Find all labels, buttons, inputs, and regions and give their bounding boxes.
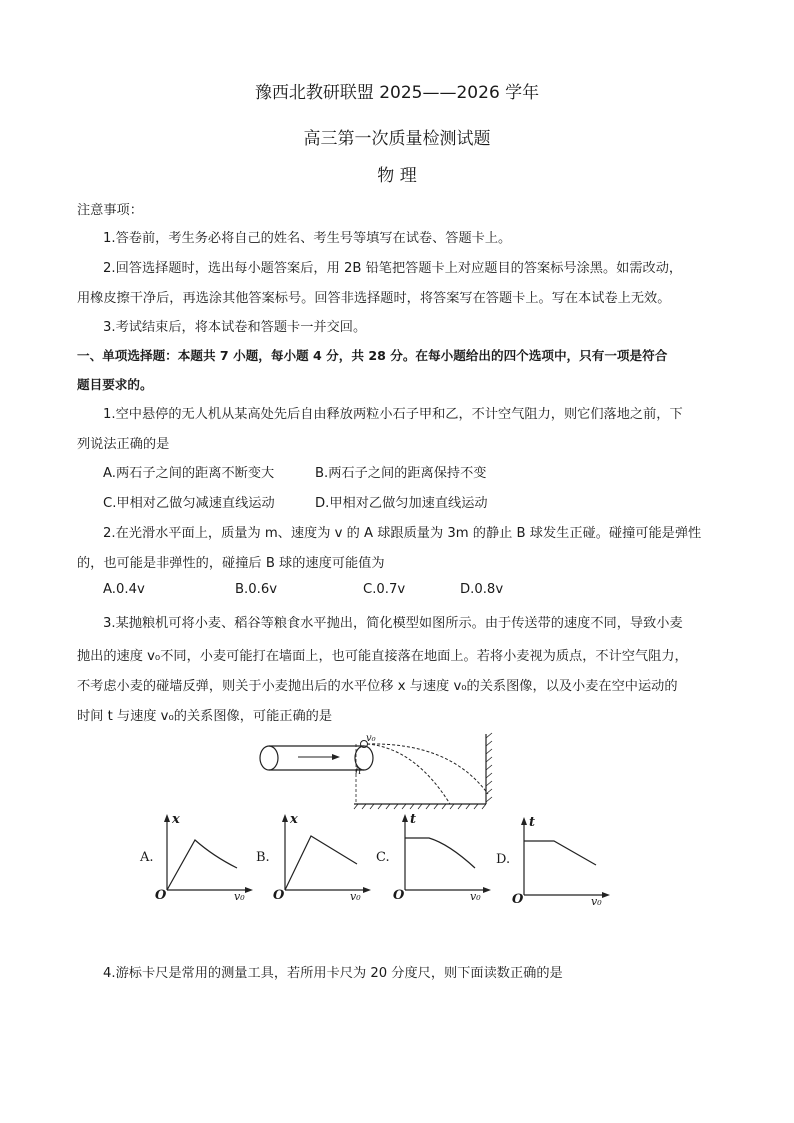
q3-stem-line1: 3.某抛粮机可将小麦、稻谷等粮食水平抛出，简化模型如图所示。由于传送带的速度不同，导致小麦 xyxy=(103,616,683,631)
exam-title-line1: 豫西北教研联盟 2025——2026 学年 xyxy=(254,83,540,103)
q3-stem-line3: 不考虑小麦的碰墙反弹，则关于小麦抛出后的水平位移 x 与速度 v₀的关系图像，以及小麦在空中运动的 xyxy=(77,679,678,694)
q3-graph-a-label: A. xyxy=(140,850,154,865)
belt-direction-arrow-icon xyxy=(298,754,340,760)
q1-stem-line1: 1.空中悬停的无人机从某高处先后自由释放两粒小石子甲和乙，不计空气阻力，则它们落地之前，下 xyxy=(103,407,683,422)
q3-graph-d-origin: O xyxy=(512,892,524,907)
q3-stem-line4: 时间 t 与速度 v₀的关系图像，可能正确的是 xyxy=(77,709,333,724)
notes-item-1: 1.答卷前，考生务必将自己的姓名、考生号等填写在试卷、答题卡上。 xyxy=(103,231,512,246)
q3-graph-c-xaxis: v₀ xyxy=(470,890,481,903)
q1-stem-line2: 列说法正确的是 xyxy=(77,437,170,452)
q3-graph-d-xaxis: v₀ xyxy=(591,895,602,908)
subject-title: 物 理 xyxy=(377,166,417,186)
q3-graph-b-yaxis: x xyxy=(290,812,298,827)
q3-graph-c xyxy=(393,812,493,896)
q2-stem-line2: 的，也可能是非弹性的，碰撞后 B 球的速度可能值为 xyxy=(77,556,385,571)
notes-item-2-line1: 2.回答选择题时，选出每小题答案后，用 2B 铅笔把答题卡上对应题目的答案标号涂黑。如需改动， xyxy=(103,261,683,276)
v0-label: v₀ xyxy=(366,733,376,744)
trajectory-to-wall xyxy=(367,744,488,794)
q4-stem-line1: 4.游标卡尺是常用的测量工具，若所用卡尺为 20 分度尺，则下面读数正确的是 xyxy=(103,966,563,981)
q3-graph-c-curve xyxy=(405,838,475,868)
section1-heading-line1: 一、单项选择题：本题共 7 小题，每小题 4 分，共 28 分。在每小题给出的四个选项中，只有一项是符合 xyxy=(77,348,668,363)
q1-option-b: B.两石子之间的距离保持不变 xyxy=(315,466,487,481)
q2-option-b: B.0.6v xyxy=(235,582,278,597)
ground xyxy=(354,804,486,809)
q3-graph-b-label: B. xyxy=(256,850,270,865)
q3-graph-a xyxy=(155,812,255,896)
q1-option-c: C.甲相对乙做匀减速直线运动 xyxy=(103,496,275,511)
q3-graph-c-yaxis: t xyxy=(410,812,417,827)
q3-graph-d-yaxis: t xyxy=(529,815,536,830)
q3-graph-c-label: C. xyxy=(376,850,390,865)
q2-option-c: C.0.7v xyxy=(363,582,406,597)
q3-graph-a-origin: O xyxy=(155,888,167,903)
q3-graph-a-curve xyxy=(167,840,237,890)
h-label: h xyxy=(355,766,362,777)
notes-item-3: 3.考试结束后，将本试卷和答题卡一并交回。 xyxy=(103,320,367,335)
q3-graph-c-origin: O xyxy=(393,888,405,903)
q3-graph-d-curve xyxy=(524,841,596,865)
q2-option-d: D.0.8v xyxy=(460,582,504,597)
notes-item-2-line2: 用橡皮擦干净后，再选涂其他答案标号。回答非选择题时，将答案写在答题卡上。写在本试卷上无效。 xyxy=(77,291,671,306)
section1-heading-line2: 题目要求的。 xyxy=(77,377,153,392)
q3-graph-a-xaxis: v₀ xyxy=(234,890,245,903)
q1-option-a: A.两石子之间的距离不断变大 xyxy=(103,466,275,481)
notes-heading: 注意事项： xyxy=(77,203,143,218)
trajectory-to-ground xyxy=(367,744,450,804)
q3-graph-a-yaxis: x xyxy=(172,812,180,827)
q2-option-a: A.0.4v xyxy=(103,582,145,597)
q3-graph-b-xaxis: v₀ xyxy=(350,890,361,903)
wall xyxy=(486,733,492,804)
q3-graph-b xyxy=(273,812,373,896)
q3-graph-d xyxy=(512,815,612,901)
q3-graph-b-curve xyxy=(285,836,357,890)
q3-stem-line2: 抛出的速度 v₀不同，小麦可能打在墙面上，也可能直接落在地面上。若将小麦视为质点，不计空气阻力， xyxy=(77,649,688,664)
q1-option-d: D.甲相对乙做匀加速直线运动 xyxy=(315,496,488,511)
q3-graph-d-label: D. xyxy=(496,852,511,867)
q3-graph-b-origin: O xyxy=(273,888,285,903)
exam-title-line2: 高三第一次质量检测试题 xyxy=(303,129,491,149)
q2-stem-line1: 2.在光滑水平面上，质量为 m、速度为 v 的 A 球跟质量为 3m 的静止 B 球发生正碰。碰撞可能是弹性 xyxy=(103,526,702,541)
